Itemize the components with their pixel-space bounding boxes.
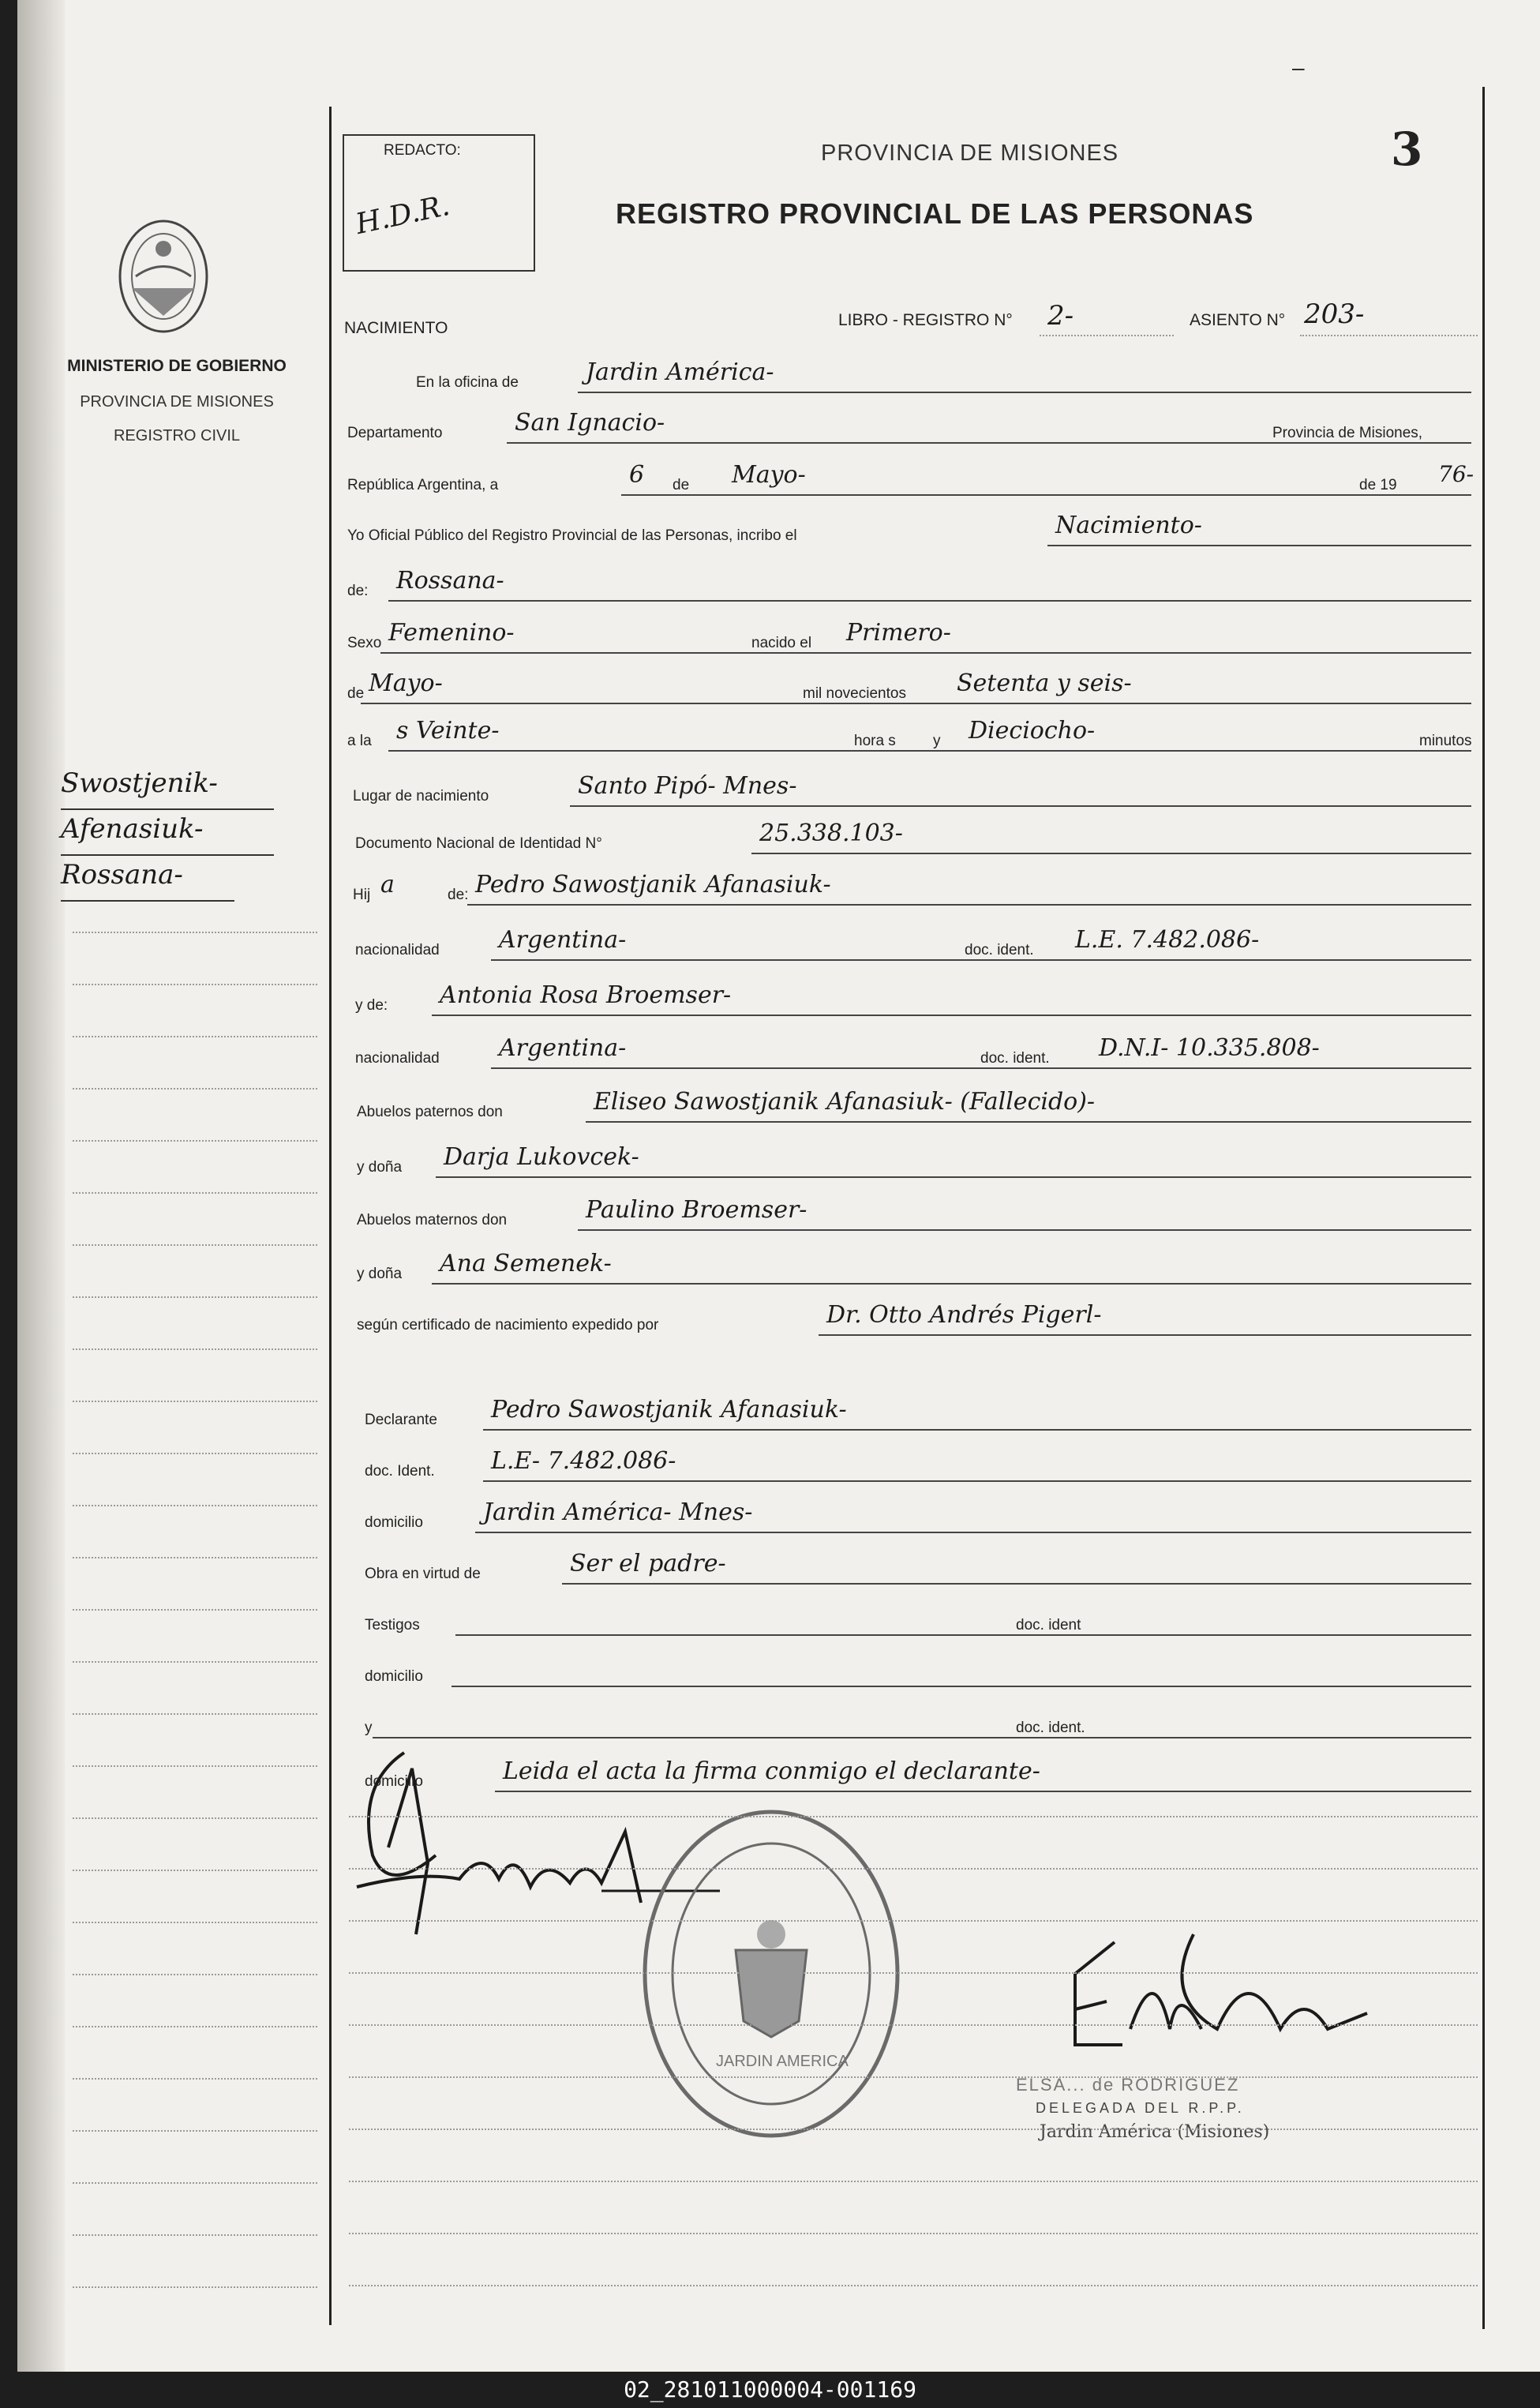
field-value: 6 (629, 461, 645, 489)
field-value: Mayo- (732, 461, 806, 489)
declarant-label: doc. ident. (1016, 1720, 1085, 1736)
ruling-line (349, 2181, 1478, 2182)
field-label: y (933, 733, 941, 749)
entry-line (452, 1686, 1471, 1687)
field-value: Setenta y seis- (957, 670, 1132, 697)
redacto-box (343, 134, 535, 272)
civil-registry: REGISTRO CIVIL (113, 427, 241, 444)
ruling-line (73, 2130, 317, 2132)
ruling-line (73, 2078, 317, 2080)
ruling-line (73, 1765, 317, 1767)
field-value: Primero- (846, 619, 951, 647)
redacto-label: REDACTO: (384, 142, 461, 159)
field-label: Provincia de Misiones, (1272, 425, 1423, 441)
entry-line (562, 1583, 1471, 1585)
declarant-label: Obra en virtud de (365, 1566, 481, 1582)
entry-line (1047, 545, 1471, 546)
field-label: de: (347, 583, 369, 599)
declarant-label: y (365, 1720, 373, 1736)
declarant-label: doc. Ident. (365, 1463, 435, 1480)
field-value: 25.338.103- (759, 820, 903, 847)
right-column-rule (1482, 87, 1485, 2329)
libro-label: LIBRO - REGISTRO N° (838, 311, 1013, 329)
field-value: Dieciocho- (969, 717, 1096, 745)
ruling-line (349, 1972, 1478, 1974)
declarant-value: Leida el acta la firma conmigo el declarante- (503, 1757, 1040, 1785)
field-value: Paulino Broemser- (586, 1196, 807, 1224)
ruling-line (349, 2129, 1478, 2130)
page-number: 3 (1391, 122, 1423, 176)
entry-line (388, 600, 1471, 602)
ruling-line (73, 1036, 317, 1037)
field-value: Rossana- (396, 567, 504, 594)
declarant-label: doc. ident (1016, 1617, 1081, 1633)
document-page (17, 0, 1540, 2372)
libro-dotted-line (1040, 335, 1174, 336)
entry-line (586, 1121, 1471, 1123)
entry-line (578, 392, 1471, 393)
field-label: En la oficina de (416, 374, 519, 391)
field-value: Antonia Rosa Broemser- (440, 981, 732, 1009)
entry-line (507, 442, 1471, 444)
field-value: L.E. 7.482.086- (1075, 926, 1260, 954)
left-province: PROVINCIA DE MISIONES (80, 393, 274, 411)
entry-line (483, 1480, 1471, 1482)
ministry-title: MINISTERIO DE GOBIERNO (67, 357, 287, 375)
margin-note-underline (61, 854, 274, 856)
field-label: Hij (353, 887, 371, 903)
ruling-line (73, 1505, 317, 1506)
field-label: Yo Oficial Público del Registro Provincial de las Personas, incribo el (347, 527, 797, 544)
field-label: República Argentina, a (347, 477, 499, 493)
ruling-line (349, 1920, 1478, 1922)
field-label: de: (448, 887, 469, 903)
field-label: minutos (1419, 733, 1472, 749)
field-label: y doña (357, 1159, 403, 1176)
entry-line (432, 1283, 1471, 1285)
official-name: ELSA... de RODRIGUEZ (1016, 2075, 1240, 2095)
ruling-line (73, 984, 317, 985)
entry-line (436, 1176, 1471, 1178)
ruling-line (349, 2024, 1478, 2026)
ruling-line (73, 1557, 317, 1558)
declarant-label: domicilio (365, 1773, 423, 1790)
ruling-line (73, 2026, 317, 2027)
left-column-rule (329, 107, 332, 2325)
registry-round-seal (633, 1800, 909, 2147)
asiento-value: 203- (1304, 298, 1365, 330)
field-label: doc. ident. (980, 1050, 1050, 1067)
ruling-line (73, 2182, 317, 2184)
libro-value: 2- (1047, 300, 1074, 332)
margin-note-underline (61, 900, 234, 902)
entry-line (578, 1229, 1471, 1231)
ruling-line (73, 1244, 317, 1246)
entry-line (491, 1067, 1471, 1069)
entry-line (380, 652, 1471, 654)
ruling-line (73, 1401, 317, 1402)
field-value: 76- (1438, 461, 1474, 487)
declarant-label: Declarante (365, 1412, 437, 1428)
field-label: doc. ident. (965, 942, 1034, 958)
margin-mark: – (1292, 55, 1305, 80)
coat-of-arms-icon (108, 213, 219, 339)
official-title: DELEGADA DEL R.P.P. (1036, 2100, 1245, 2116)
ruling-line (73, 1713, 317, 1715)
field-value: D.N.I- 10.335.808- (1099, 1034, 1320, 1062)
official-place: Jardin América (Misiones) (1040, 2122, 1270, 2142)
field-value: Mayo- (369, 670, 443, 697)
field-label: y de: (355, 997, 388, 1014)
field-label: Abuelos maternos don (357, 1212, 508, 1228)
asiento-label: ASIENTO N° (1190, 311, 1286, 329)
ruling-line (73, 932, 317, 933)
entry-line (373, 1737, 1471, 1738)
ruling-line (349, 2285, 1478, 2286)
field-label: nacionalidad (355, 942, 440, 958)
entry-line (483, 1429, 1471, 1431)
ruling-line (73, 1348, 317, 1350)
field-label: Abuelos paternos don (357, 1104, 503, 1120)
ruling-line (73, 2234, 317, 2236)
entry-line (455, 1634, 1471, 1636)
archive-footer-code: 02_281011000004-001169 (0, 2372, 1540, 2408)
ruling-line (349, 2233, 1478, 2234)
declarant-label: domicilio (365, 1514, 423, 1531)
ruling-line (73, 1974, 317, 1975)
field-value: Darja Lukovcek- (444, 1143, 639, 1171)
ruling-line (73, 1922, 317, 1923)
field-label: nacionalidad (355, 1050, 440, 1067)
field-label: de (347, 685, 365, 702)
field-label: Sexo (347, 635, 382, 651)
field-label: hora s (854, 733, 896, 749)
declarant-value: L.E- 7.482.086- (491, 1447, 676, 1475)
declarant-label: Testigos (365, 1617, 420, 1633)
field-value: San Ignacio- (515, 409, 665, 437)
field-value: Femenino- (388, 619, 515, 647)
seal-inner-text: JARDIN AMERICA (716, 2053, 849, 2070)
field-value: Eliseo Sawostjanik Afanasiuk- (Fallecido)- (594, 1088, 1096, 1116)
entry-line (475, 1532, 1471, 1533)
field-value: s Veinte- (396, 717, 500, 745)
asiento-dotted-line (1300, 335, 1478, 336)
ruling-line (73, 1453, 317, 1454)
field-value: Pedro Sawostjanik Afanasiuk- (475, 871, 831, 898)
declarant-value: Pedro Sawostjanik Afanasiuk- (491, 1396, 847, 1423)
field-label: de (673, 477, 690, 493)
ruling-line (73, 1870, 317, 1871)
margin-note-line3: Rossana- (61, 859, 183, 891)
entry-line (819, 1334, 1471, 1336)
header-province: PROVINCIA DE MISIONES (821, 141, 1119, 166)
field-value: Dr. Otto Andrés Pigerl- (826, 1301, 1102, 1329)
field-label: según certificado de nacimiento expedido por (357, 1317, 659, 1333)
ruling-line (73, 1661, 317, 1663)
declarant-label: domicilio (365, 1668, 423, 1685)
ruling-line (73, 1609, 317, 1611)
entry-line (388, 750, 1471, 752)
field-value: Argentina- (499, 1034, 627, 1062)
record-type-label: NACIMIENTO (344, 319, 448, 337)
field-label: de 19 (1359, 477, 1397, 493)
entry-line (361, 703, 1471, 704)
entry-line (621, 494, 1471, 496)
field-label: mil novecientos (803, 685, 906, 702)
field-label: Documento Nacional de Identidad N° (355, 835, 602, 852)
margin-note-line1: Swostjenik- (61, 767, 218, 799)
field-label: a la (347, 733, 372, 749)
official-signature (1044, 1911, 1407, 2069)
declarant-value: Jardin América- Mnes- (483, 1498, 753, 1526)
ruling-line (73, 2286, 317, 2288)
header-registry: REGISTRO PROVINCIAL DE LAS PERSONAS (616, 197, 1254, 230)
entry-line (570, 805, 1471, 807)
declarant-value: Ser el padre- (570, 1550, 726, 1577)
field-label: Lugar de nacimiento (353, 788, 489, 805)
ruling-line (73, 1192, 317, 1194)
ruling-line (73, 1140, 317, 1142)
field-label: y doña (357, 1266, 403, 1282)
field-value: Santo Pipó- Mnes- (578, 772, 797, 800)
field-value: a (380, 871, 395, 898)
margin-note-line2: Afenasiuk- (61, 813, 204, 845)
ruling-line (73, 1817, 317, 1819)
field-value: Nacimiento- (1055, 512, 1202, 539)
field-value: Argentina- (499, 926, 627, 954)
ruling-line (349, 1868, 1478, 1870)
field-value: Jardin América- (586, 358, 774, 386)
entry-line (432, 1015, 1471, 1016)
field-value: Ana Semenek- (440, 1250, 612, 1277)
page-binding (17, 0, 65, 2372)
margin-note-underline (61, 808, 274, 810)
ruling-line (349, 1816, 1478, 1817)
entry-line (751, 853, 1471, 854)
ruling-line (73, 1296, 317, 1298)
field-label: nacido el (751, 635, 812, 651)
ruling-line (349, 2076, 1478, 2078)
entry-line (495, 1791, 1471, 1792)
field-label: Departamento (347, 425, 443, 441)
redacto-initials: H.D.R. (353, 189, 453, 242)
entry-line (467, 904, 1471, 906)
entry-line (491, 959, 1471, 961)
ruling-line (73, 1088, 317, 1090)
